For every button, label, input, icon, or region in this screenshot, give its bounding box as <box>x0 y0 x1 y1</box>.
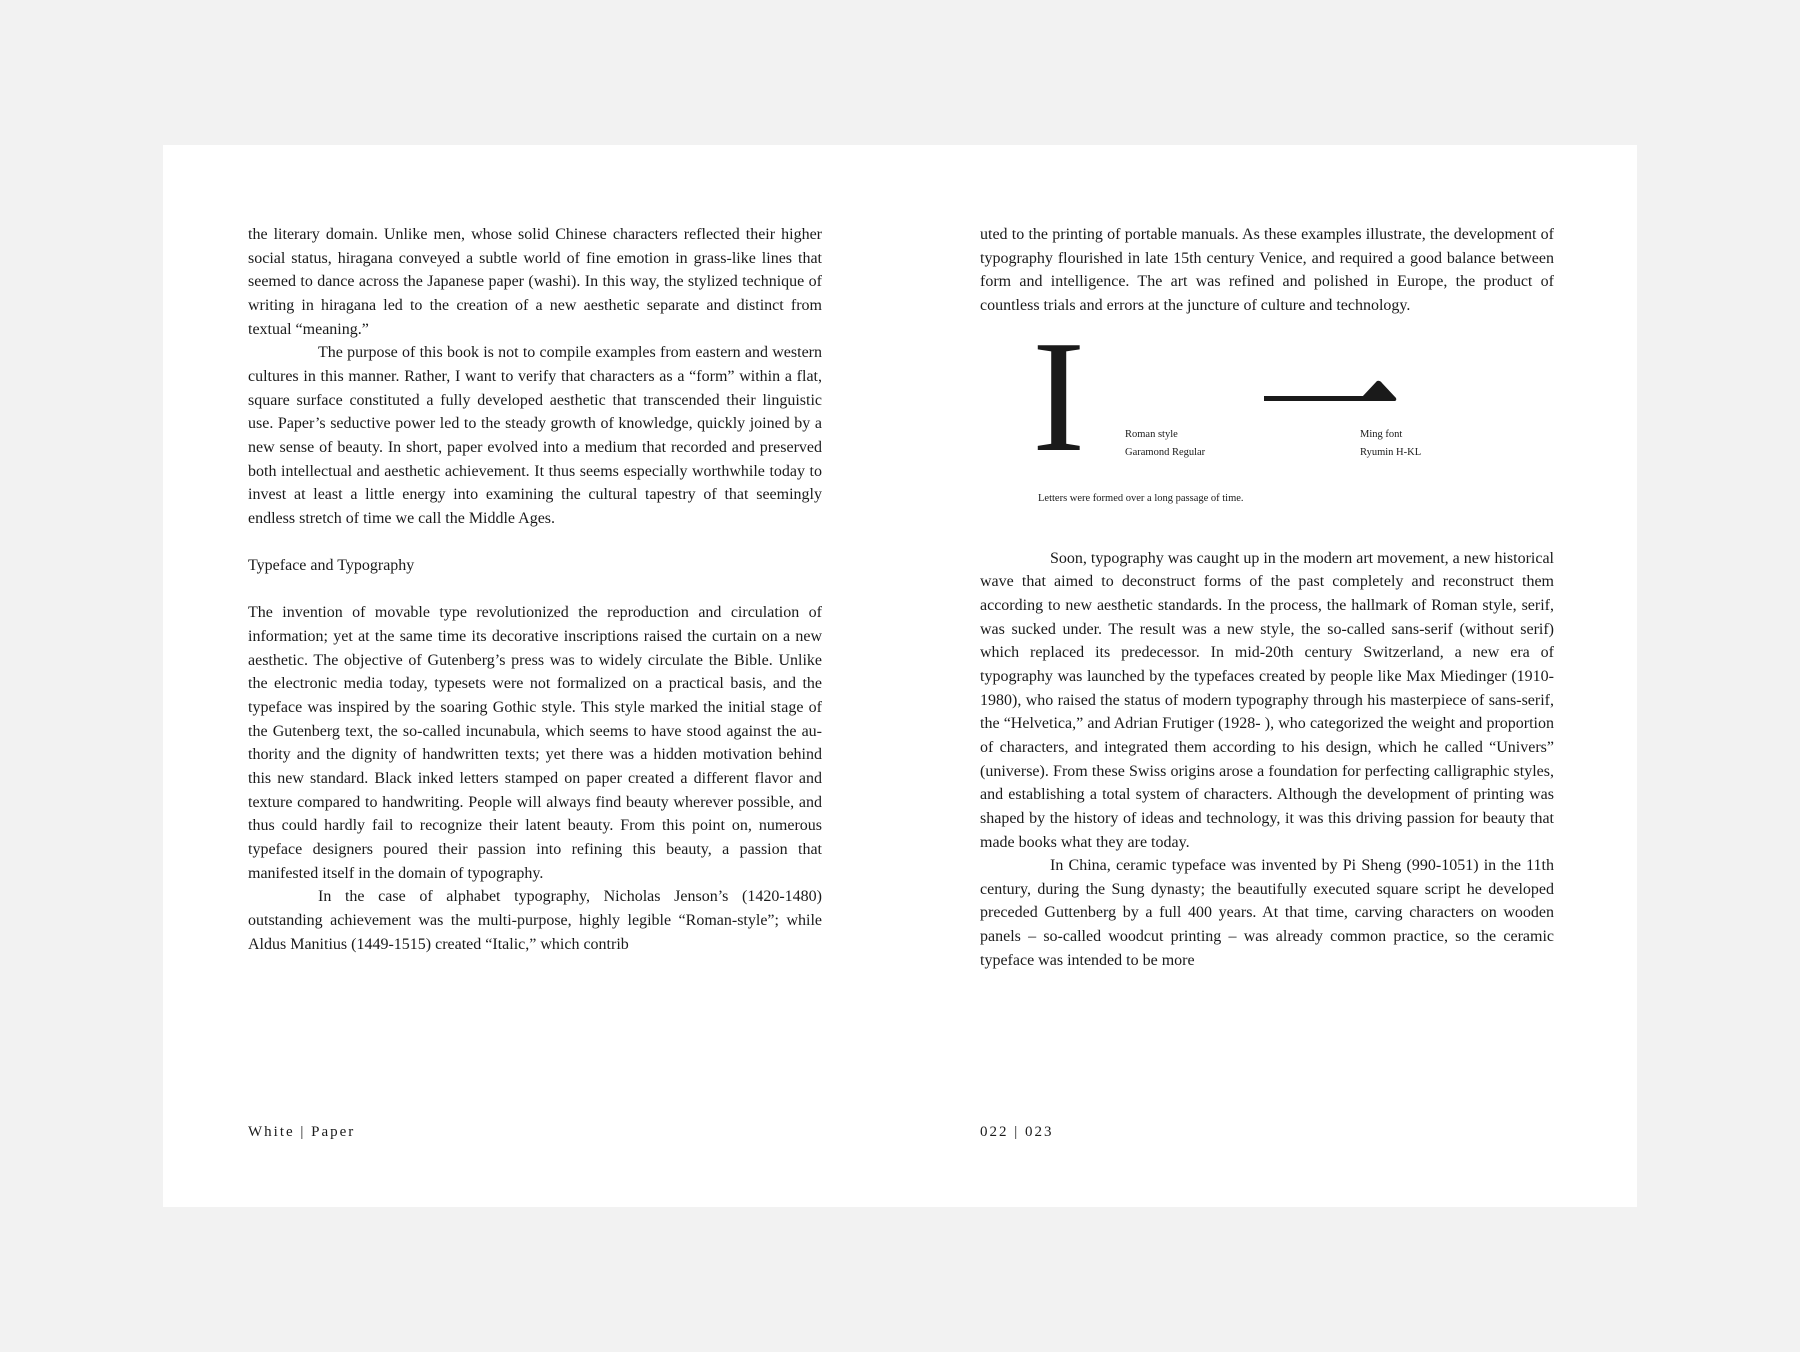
ming-label-line1: Ming font <box>1360 428 1403 440</box>
roman-style-label <box>1125 426 1205 462</box>
book-spread <box>163 145 1637 1207</box>
roman-label-line2: Garamond Regular <box>1125 446 1206 458</box>
paragraph: The purpose of this book is not to compile examples from eastern and western cultures in this manner. Rather, I want to verify that characters as a “form” within a flat, square surface constituted a fully developed aesthetic that transcended their linguistic use. Paper’s seductive power led to the steady growth of knowledge, quickly joined by a new sense of beauty. In short, paper evolved into a medium that recorded and preserved both intellectual and aesthetic achievement. It thus seems especially worthwhile today to invest at least a little energy into examining the cultural tapestry of that seemingly endless stretch of time we call the Middle Ages. <box>248 344 822 527</box>
figure-caption: Letters were formed over a long passage of time. <box>1038 492 1244 504</box>
paragraph: Soon, typography was caught up in the modern art movement, a new historical wave that aimed to deconstruct forms of the past completely and reconstruct them according to new aesthetic standards. In the process, the hallmark of Roman style, serif, was sucked under. The result was a new style, the so-called sans-serif (without serif) which replaced its predecessor. In mid-20th century Switzerland, a new era of typography was launched by the typefaces created by people like Max Miedinger (1910-1980), who raised the status of modern typography through his masterpiece of sans-serif, the “Helvetica,” and Adrian Frutiger (1928- ), who categorized the weight and proportion of characters, and integrated them according to his design, which he called “Univers” (universe). From these Swiss origins arose a foundation for perfecting calligraphic styles, and establishing a total system of characters. Although the development of printing was shaped by the history of ideas and technology, it was this driving passion for beauty that made books what they are today. <box>980 549 1554 851</box>
running-footer-title: White | Paper <box>248 1124 356 1140</box>
page-numbers: 022 | 023 <box>980 1124 1054 1140</box>
paragraph: the literary domain. Unlike men, whose solid Chinese characters reflected their higher social status, hiragana conveyed a subtle world of fine emotion in grass-like lines that seemed to dance across the Japanese paper (washi). In this way, the stylized technique of writing in hiragana led to the creation of a new aesthetic separate and distinct from textual “meaning.” <box>248 226 822 338</box>
paragraph: In China, ceramic typeface was invented by Pi Sheng (990-1051) in the 11th century, during the Sung dynasty; the beautifully executed square script he developed preceded Guttenberg by a full 400 years. At that time, carving characters on wooden panels – so-called woodcut printing – was already common practice, so the ceramic typeface was intended to be more <box>980 857 1554 969</box>
right-page-text <box>980 223 1554 972</box>
roman-label-line1: Roman style <box>1125 428 1178 440</box>
roman-letter-glyph: I <box>1032 306 1086 485</box>
ming-label-line2: Ryumin H-KL <box>1360 446 1422 458</box>
paragraph: uted to the printing of portable manuals. As these examples illustrate, the development of typography flourished in late 15th century Venice, and required a good balance between form and intelligence. The art was refined and polished in Europe, the product of countless trials and errors at the juncture of culture and technology. <box>980 226 1554 314</box>
ming-stroke-glyph <box>1264 380 1399 404</box>
letterform-figure <box>980 306 1554 535</box>
section-heading: Typeface and Typography <box>248 557 415 575</box>
left-page-text <box>248 223 822 956</box>
paragraph: In the case of alphabet typography, Nicholas Jenson’s (1420-1480) outstanding achievement was the multi-purpose, highly legible “Roman-style”; while Aldus Manitius (1449-1515) created “Italic,” which contrib <box>248 888 822 953</box>
ming-font-label <box>1360 426 1421 462</box>
paragraph: The invention of movable type revolutionized the reproduction and circulation of information; yet at the same time its decorative inscriptions raised the curtain on a new aesthetic. The objective of Gutenberg’s press was to widely circulate the Bible. Unlike the electronic media today, typesets were not formalized on a practical basis, and the typeface was inspired by the soaring Gothic style. This style marked the initial stage of the Gutenberg text, the so-called incunabula, which seems to have stood against the authority and the dignity of handwritten texts; yet there was a hidden motivation behind this new standard. Black inked letters stamped on paper created a different flavor and texture compared to handwriting. People will always find beauty wherever possible, and thus could hardly fail to recognize their latent beauty. From this point on, numerous typeface designers poured their passion into refining this beauty, a passion that manifested itself in the domain of typography. <box>248 604 822 882</box>
